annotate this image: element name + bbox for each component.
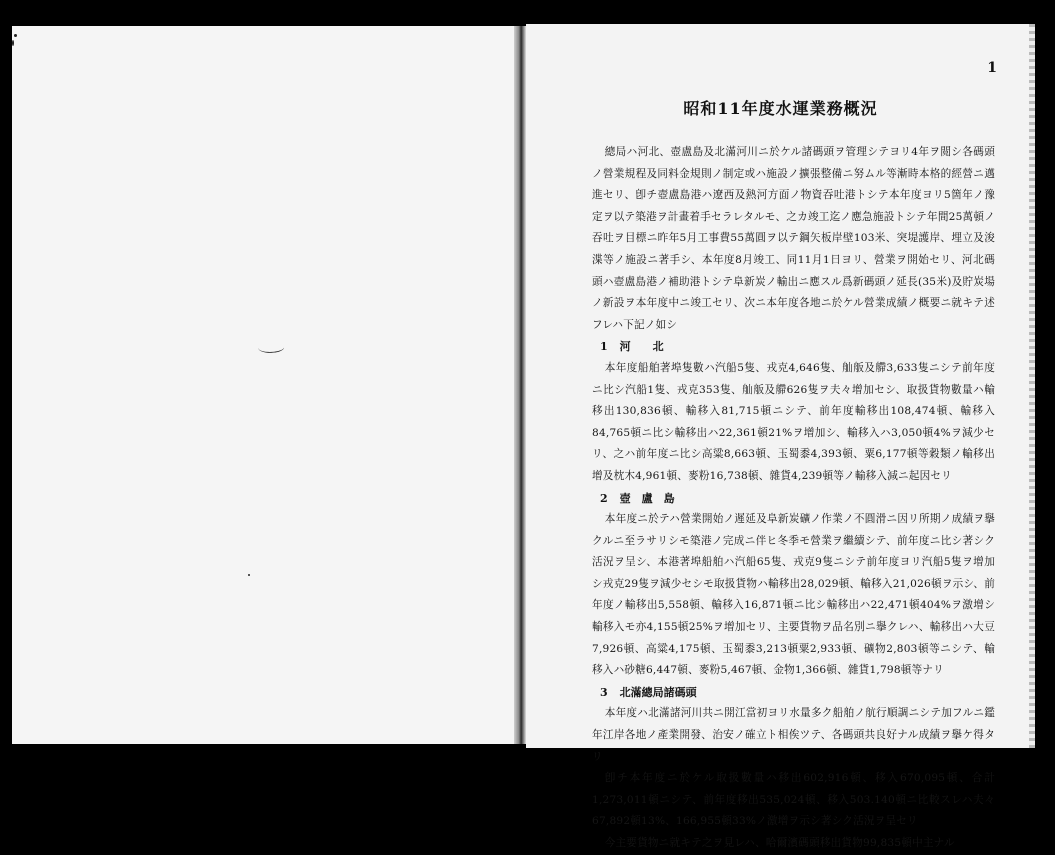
section-number: 2 [600,491,608,505]
document-title: 昭和11年度水運業務概況 [683,99,878,118]
section-number: 1 [600,340,608,354]
section-paragraph: 今主要貨物ニ就キテ之ヲ見レハ、哈爾濱碼頭移出貨物99,835頓中主ナル [604,837,955,849]
right-page [526,24,1035,849]
page-edge [1029,24,1035,748]
section-heading [592,336,995,358]
scan-speck [12,40,14,46]
scan-speck [14,34,17,37]
section-title: 壺 盧 島 [619,491,675,505]
intro-paragraph: 總局ハ河北、壺盧島及北滿河川ニ於ケル諸碼頭ヲ管理シテヨリ4年ヲ閲シ各碼頭ノ營業規程及同料金規則ノ制定或ハ施設ノ擴張整備ニ努ムル等漸時本格的經營ニ邁進セリ、卽チ壺盧島港ハ遼西及熱河方面ノ物資吞吐港トシテ本年度ヨリ5箇年ノ豫定ヲ以テ築港ヲ計畫着手セラレタルモ、之カ竣工迄ノ應急施設トシテ年間25萬頓ノ吞吐ヲ目標ニ昨年5月工事費55萬圓ヲ以テ鋼矢板岸壁103米、突堤護岸、埋立及浚渫等ノ施設ニ著手シ、本年度8月竣工、同11月1日ヨリ、營業ヲ開始セリ、河北碼頭ハ壺盧島港ノ補助港トシテ阜新炭ノ輸出ニ應スル爲新碼頭ノ延長(35米)及貯炭場ノ新設ヲ本年度中ニ竣工セリ、次ニ本年度各地ニ於ケル營業成績ノ概要ニ就キテ述フレハ下記ノ如シ [592,146,995,331]
document-body [592,142,995,855]
section-title: 河 北 [619,340,664,354]
section-paragraph: 本年度船舶著埠隻數ハ汽船5隻、戎克4,646隻、舢舨及艜3,633隻ニシテ前年度ニ比シ汽船1隻、戎克353隻、舢舨及艜626隻ヲ夫々增加セシ、取扱貨物數量ハ輸移出130,836頓、輸移入81,715頓ニシテ、前年度輸移出108,474頓、輸移入84,765頓ニ比シ輸移出ハ22,361頓21%ヲ增加シ、輸移入ハ3,050頓4%ヲ減少セリ、之ハ前年度ニ比シ高粱8,663頓、玉蜀黍4,393頓、粟6,177頓等穀類ノ輸移出增及枕木4,961頓、麥粉16,738頓、雜貨4,239頓等ノ輸移入減ニ起因セリ [592,361,995,482]
section-north-manchuria [592,682,995,855]
section-heading [592,488,995,510]
section-paragraph: 本年度ハ北滿諸河川共ニ開江當初ヨリ水量多ク船舶ノ航行順調ニシテ加フルニ鑑年江岸各地ノ產業開發、治安ノ確立ト相俟ツテ、各碼頭共良好ナル成績ヲ擧ケ得タリ [592,707,995,763]
section-hebei [592,336,995,487]
section-huludao [592,488,995,682]
scan-speck [248,574,250,576]
page-number: 1 [987,60,997,76]
section-heading [592,682,995,704]
stray-mark [257,341,284,355]
section-title: 北滿總局諸碼頭 [619,685,697,699]
section-paragraph: 卽チ本年度ニ於ケル取扱數量ハ移出602,916頓、移入670,095頓、合計1,273,011頓ニシテ、前年度移出535,024頓、移入503.140頓ニ比較スレハ夫々67,892頓13%、166,955頓33%ノ激增ヲ示シ著シク活況ヲ呈セリ [592,772,995,828]
book-gutter [514,26,526,744]
left-page-blank [12,26,514,744]
section-paragraph: 本年度ニ於テハ營業開始ノ遲延及阜新炭礦ノ作業ノ不圓滑ニ因リ所期ノ成績ヲ擧クルニ至ラサリシモ築港ノ完成ニ伴ヒ冬季モ營業ヲ繼續シテ、前年度ニ比シ著シク活況ヲ呈シ、本港著埠船舶ハ汽船65隻、戎克9隻ニシテ前年度ヨリ汽船5隻ヲ增加シ戎克29隻ヲ減少セシモ取扱貨物ハ輸移出28,029頓、輸移入21,026頓ヲ示シ、前年度ノ輸移出5,558頓、輸移入16,871頓ニ比シ輸移出ハ22,471頓404%ヲ激增シ輸移入モ亦4,155頓25%ヲ增加セリ、主要貨物ヲ品名別ニ擧クレハ、輸移出ハ大豆7,926頓、高粱4,175頓、玉蜀黍3,213頓粟2,933頓、礦物2,803頓等ニシテ、輸移入ハ砂糖6,447頓、麥粉5,467頓、金物1,366頓、雜貨1,798頓等ナリ [592,513,995,677]
section-number: 3 [600,685,608,699]
